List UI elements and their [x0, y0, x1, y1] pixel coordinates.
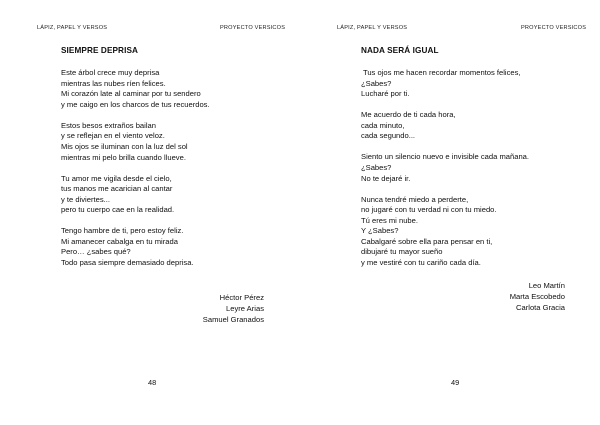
- stanza: [361, 110, 529, 142]
- poem-line: y te diviertes...: [61, 194, 110, 204]
- poem-line: Lucharé por ti.: [361, 89, 410, 99]
- poem-line: Todo pasa siempre demasiado deprisa.: [61, 258, 194, 268]
- stanza: [61, 121, 210, 163]
- poem-line: Mis ojos se iluminan con la luz del sol: [61, 141, 188, 151]
- stanza: [61, 174, 210, 216]
- poem-line: Mi corazón late al caminar por tu sendero: [61, 89, 201, 99]
- poem-line: ¿Sabes?: [361, 78, 392, 88]
- poem-line: No te dejaré ir.: [361, 173, 411, 183]
- poem-line: Cabalgaré sobre ella para pensar en ti,: [361, 236, 493, 246]
- stanza: [61, 68, 210, 110]
- poem-line: Este árbol crece muy deprisa: [61, 68, 160, 77]
- poem-title: NADA SERÁ IGUAL: [361, 46, 439, 55]
- poem-line: Tus ojos me hacen recordar momentos felices,: [361, 68, 521, 77]
- page-number: 48: [148, 378, 157, 387]
- poem-line: Mi amanecer cabalga en tu mirada: [61, 236, 178, 246]
- running-header-book-title: LÁPIZ, PAPEL Y VERSOS: [37, 25, 108, 31]
- poem-authors: [510, 280, 565, 314]
- poem-line: cada segundo...: [361, 131, 416, 141]
- poem-authors: [203, 292, 264, 326]
- running-header-book-title: LÁPIZ, PAPEL Y VERSOS: [337, 25, 408, 31]
- poem-line: Tu amor me vigila desde el cielo,: [61, 173, 172, 183]
- poem-body: [361, 68, 529, 279]
- poem-body: [61, 68, 210, 279]
- poem-line: y me caigo en los charcos de tus recuerdos.: [61, 99, 210, 109]
- poem-line: Estos besos extraños bailan: [61, 120, 156, 130]
- poem-line: ¿Sabes?: [361, 162, 392, 172]
- author-name: Héctor Pérez: [219, 293, 264, 302]
- poem-line: y me vestiré con tu cariño cada día.: [361, 258, 481, 268]
- author-name: Marta Escobedo: [509, 292, 565, 302]
- poem-line: mientras mi pelo brilla cuando llueve.: [61, 152, 186, 162]
- running-header-project: PROYECTO VERSICOS: [521, 25, 587, 31]
- poem-line: mientras las nubes ríen felices.: [61, 78, 166, 88]
- author-name: Leyre Arias: [226, 304, 264, 314]
- poem-title: SIEMPRE DEPRISA: [61, 46, 139, 55]
- stanza: [361, 195, 529, 269]
- page-number: 49: [451, 378, 460, 387]
- running-header-project: PROYECTO VERSICOS: [220, 25, 286, 31]
- stanza: [361, 68, 529, 100]
- poem-line: Pero… ¿sabes qué?: [61, 247, 131, 257]
- poem-line: cada minuto,: [361, 120, 405, 130]
- poem-line: no jugaré con tu verdad ni con tu miedo.: [361, 205, 497, 215]
- author-name: Carlota Gracia: [516, 303, 565, 313]
- poem-line: tus manos me acarician al cantar: [61, 184, 173, 194]
- stanza: [361, 152, 529, 184]
- right-page: [300, 0, 600, 425]
- poem-line: Tú eres mi nube.: [361, 215, 418, 225]
- poem-line: Siento un silencio nuevo e invisible cada mañana.: [361, 152, 530, 162]
- poem-line: Nunca tendré miedo a perderte,: [361, 194, 469, 204]
- author-name: Samuel Granados: [202, 315, 264, 325]
- poem-line: y se reflejan en el viento veloz.: [61, 131, 165, 141]
- stanza: [61, 226, 210, 268]
- poem-line: Tengo hambre de ti, pero estoy feliz.: [61, 226, 184, 236]
- poem-line: pero tu cuerpo cae en la realidad.: [61, 205, 175, 215]
- author-name: Leo Martín: [528, 281, 565, 290]
- poem-line: Me acuerdo de ti cada hora,: [361, 110, 456, 120]
- poem-line: dibujaré tu mayor sueño: [361, 247, 443, 257]
- poem-line: Y ¿Sabes?: [361, 226, 399, 236]
